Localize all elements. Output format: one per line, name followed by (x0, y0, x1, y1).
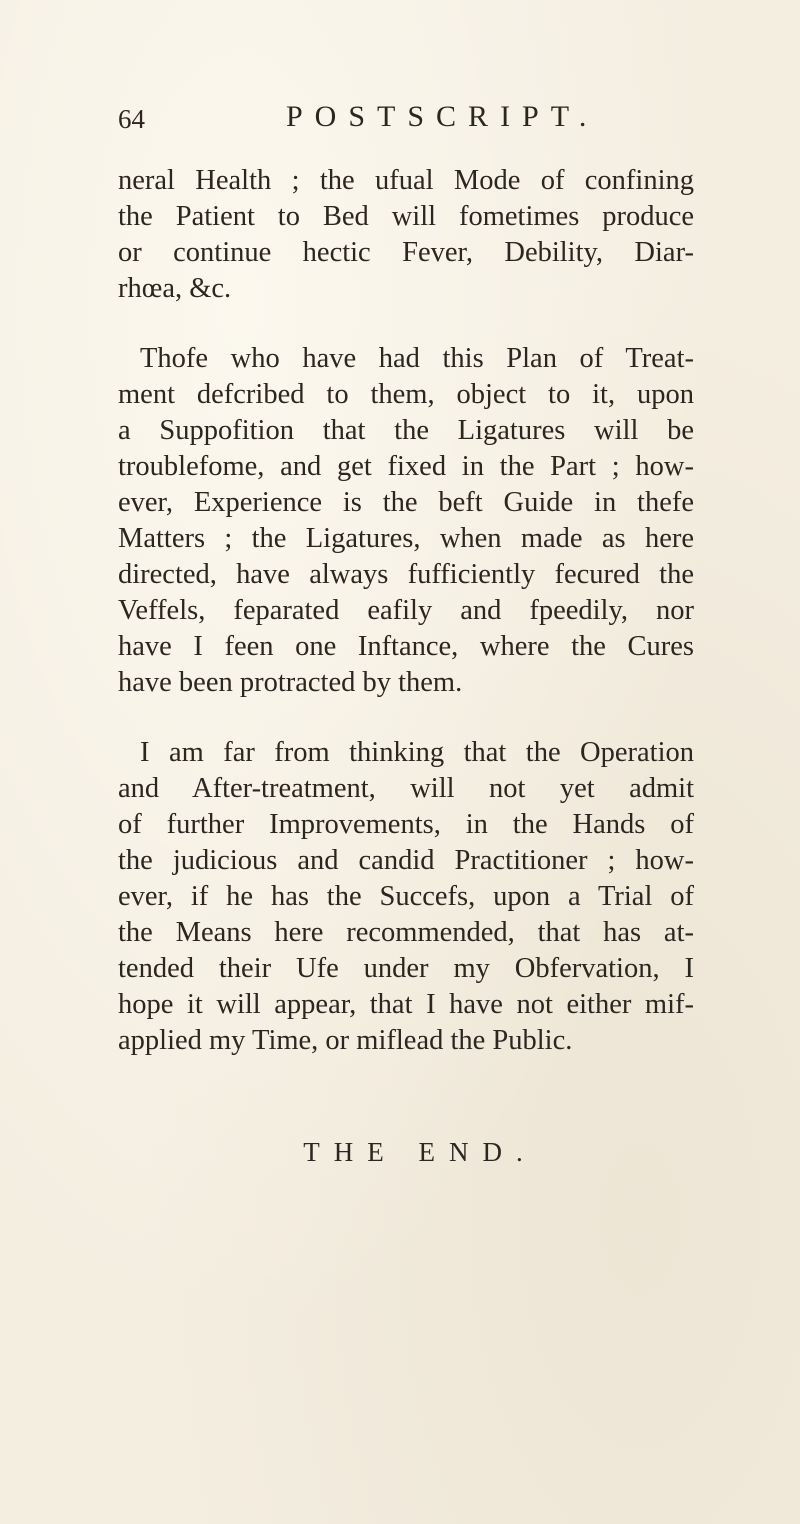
text-line: or continue hectic Fever, Debility, Diar- (118, 237, 694, 268)
text-line: a Suppofition that the Ligatures will be (118, 415, 694, 446)
text-line: tended their Ufe under my Obfervation, I (118, 953, 694, 984)
text-line: rhœa, &c. (118, 273, 232, 304)
text-line: Thofe who have had this Plan of Treat- (140, 343, 694, 374)
text-line: directed, have always fufficiently fecured the (118, 559, 694, 590)
text-line: the Means here recommended, that has at- (118, 917, 694, 948)
page-header (118, 100, 708, 140)
text-line: of further Improvements, in the Hands of (118, 809, 694, 840)
text-line: I am far from thinking that the Operation (140, 737, 694, 768)
text-line: the Patient to Bed will fometimes produce (118, 201, 694, 232)
text-line: ever, Experience is the beft Guide in thefe (118, 487, 694, 518)
running-head: POSTSCRIPT. (286, 100, 599, 133)
text-line: ever, if he has the Succefs, upon a Trial of (118, 881, 694, 912)
end-text: THE END. (303, 1137, 537, 1167)
text-line: applied my Time, or miflead the Public. (118, 1025, 573, 1056)
page-number: 64 (118, 104, 145, 134)
text-line: and After-treatment, will not yet admit (118, 773, 694, 804)
text-line: neral Health ; the ufual Mode of confining (118, 165, 694, 196)
text-line: have I feen one Inftance, where the Cures (118, 631, 694, 662)
body-text (118, 163, 694, 1059)
text-line: the judicious and candid Practitioner ; how- (118, 845, 694, 876)
text-line: Veffels, feparated eafily and fpeedily, nor (118, 595, 694, 626)
text-line: Matters ; the Ligatures, when made as here (118, 523, 694, 554)
text-line: have been protracted by them. (118, 667, 463, 698)
text-line: hope it will appear, that I have not either mif- (118, 989, 694, 1020)
text-line: troublefome, and get fixed in the Part ; how- (118, 451, 694, 482)
text-line: ment defcribed to them, object to it, upon (118, 379, 694, 410)
